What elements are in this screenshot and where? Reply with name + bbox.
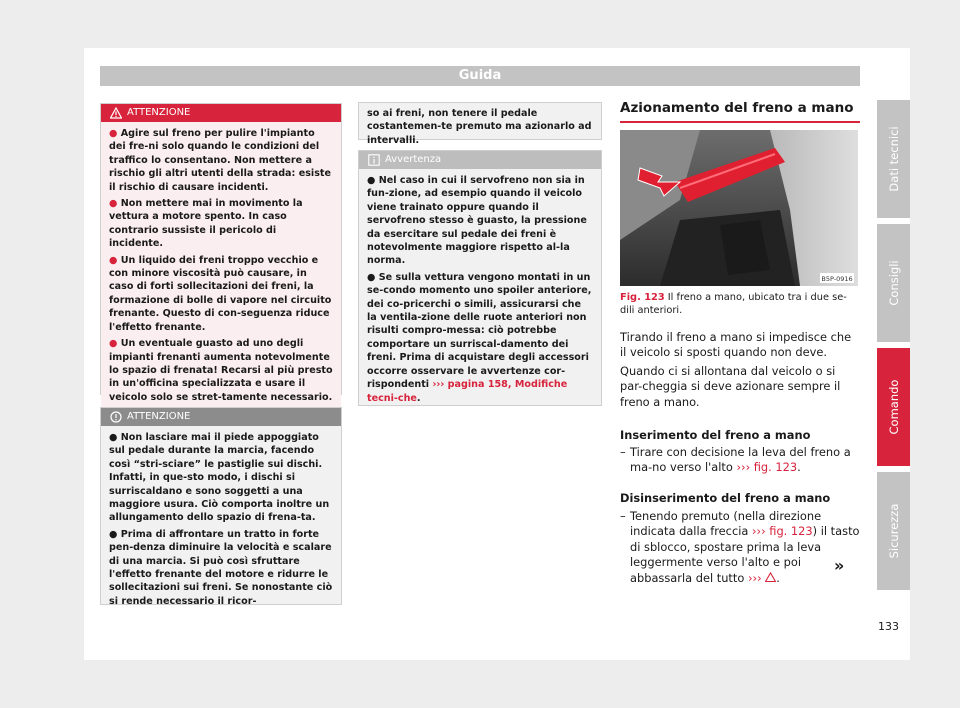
arrows-icon: ›››: [751, 524, 766, 539]
dash-bullet: –: [620, 445, 626, 459]
bullet-icon: ●: [109, 432, 121, 443]
title-rule: [620, 121, 860, 123]
warning-continuation: [358, 102, 602, 146]
arrows-icon: ›››: [747, 570, 762, 585]
warning-title: ATTENZIONE: [127, 107, 191, 118]
handbrake-photo: [620, 130, 858, 286]
warning-body: [101, 122, 341, 413]
photo-code: B5P-0916: [821, 275, 853, 283]
bullet-icon: ●: [367, 175, 379, 186]
warning-header: [101, 408, 341, 426]
figure-caption: [620, 291, 858, 317]
note-body: [359, 169, 601, 414]
dash-bullet: –: [620, 509, 626, 523]
bullet-icon: ●: [367, 271, 379, 283]
warning-item: ● Agire sul freno per pulire l'impianto dei fre-ni solo quando le condizioni del traffico lo consentano. Non mettere a rischio gli altri utenti della strada: esiste il rischio di causare incidenti.: [109, 128, 332, 193]
note-item: ● Nel caso in cui il servofreno non sia in fun-zione, ad esempio quando il veicolo viene trainato oppure quando il servofreno stesso è guasto, la pressione da esercitare sul pedale dei freni è notevolmente maggiore rispetto al-la norma.: [367, 175, 587, 267]
page-link[interactable]: pagina 158, Modifiche tecni-che: [367, 379, 568, 404]
warning-title: ATTENZIONE: [127, 411, 191, 422]
tab-dati-tecnici[interactable]: Dati tecnici: [877, 100, 910, 218]
step-release: Tenendo premuto (nella direzione indicata dalla freccia ››› fig. 123) il tasto di sblocco, spostare prima la leva leggermente verso l'alto e poi abbassarla del tutto ››› .: [630, 509, 860, 585]
note-box: [358, 150, 602, 406]
note-title: Avvertenza: [385, 154, 442, 165]
info-icon: [368, 154, 380, 166]
warning-header: [101, 104, 341, 122]
warning-item: ● Non mettere mai in movimento la vettura a motore spento. In caso contrario sussiste il pericolo di incidente.: [109, 198, 303, 250]
figure-link[interactable]: fig. 123: [753, 460, 798, 475]
warning-circle-icon: [110, 411, 122, 423]
page-header: Guida: [100, 66, 860, 86]
bullet-icon: ●: [109, 528, 121, 540]
step-engage: Tirare con decisione la leva del freno a ma-no verso l'alto ››› fig. 123.: [630, 445, 851, 475]
handbrake-illustration: [620, 130, 858, 286]
arrows-icon: ›››: [432, 379, 445, 391]
note-header: [359, 151, 601, 169]
subheading-engage: Inserimento del freno a mano: [620, 428, 811, 442]
bullet-icon: ●: [109, 254, 121, 266]
warning-triangle-icon: [110, 107, 122, 119]
warning-box-2: [100, 407, 342, 605]
tab-comando[interactable]: Comando: [877, 348, 910, 466]
bullet-icon: ●: [109, 338, 121, 350]
note-item: ● Se sulla vettura vengono montati in un se-condo momento uno spoiler anteriore, dei co-pricerchi o simili, assicurarsi che la ventila-zione delle ruote anteriori non risulti compro-messa: ciò potrebbe comportare un surriscal-damento dei freni. Prima di acquistare degli accessori occorre osservare le avvertenze cor-rispondenti ››› pagina 158, Modifiche tecni-che.: [367, 271, 592, 404]
warning-body: [101, 426, 341, 617]
figure-number: Fig. 123: [620, 292, 665, 303]
page-number: 133: [878, 620, 899, 633]
section-title: Azionamento del freno a mano: [620, 100, 854, 116]
warning-item: ● Un eventuale guasto ad uno degli impianti frenanti aumenta notevolmente lo spazio di frenata! Recarsi al più presto in un'officina specializzata e usare il veicolo solo se stret-tamente necessario.: [109, 338, 333, 403]
tab-consigli[interactable]: Consigli: [877, 224, 910, 342]
continue-arrow-icon: »: [834, 556, 845, 575]
tab-sicurezza[interactable]: Sicurezza: [877, 472, 910, 590]
paragraph-2: Quando ci si allontana dal veicolo o si par-cheggia si deve azionare sempre il freno a mano.: [620, 364, 841, 409]
paragraph-1: Tirando il freno a mano si impedisce che il veicolo si sposti quando non deve.: [620, 330, 852, 360]
bullet-icon: ●: [109, 198, 121, 210]
continuation-text: so ai freni, non tenere il pedale costantemen-te premuto ma azionarlo ad intervalli.: [367, 108, 592, 146]
figure-caption-text: Il freno a mano, ubicato tra i due se-dili anteriori.: [620, 292, 847, 316]
warning-box-1: [100, 103, 342, 403]
arrows-icon: ›››: [736, 460, 751, 475]
warning-item: ● Non lasciare mai il piede appoggiato sul pedale durante la marcia, facendo così “stri-sciare” le pastiglie sui dischi. Infatti, in que-sto modo, i dischi si surriscaldano e sono soggetti a una maggiore usura. Ciò comporta inoltre un allungamento dello spazio di frena-ta.: [109, 432, 330, 524]
warning-triangle-icon: [765, 572, 776, 582]
bullet-icon: ●: [109, 128, 121, 139]
warning-item: ● Un liquido dei freni troppo vecchio e con minore viscosità può causare, in caso di forti sollecitazioni dei freni, la formazione di bolle di vapore nel circuito frenante. Questo di con-seguenza riduce l'effetto frenante.: [109, 254, 332, 333]
warning-item: ● Prima di affrontare un tratto in forte pen-denza diminuire la velocità e scalare di una marcia. Si può così sfruttare l'effetto frenante del motore e ridurre le sollecitazioni sui freni. Se nonostante ciò si rende necessario il ricor-: [109, 528, 333, 607]
figure-link[interactable]: fig. 123: [769, 524, 813, 539]
subheading-release: Disinserimento del freno a mano: [620, 491, 831, 505]
